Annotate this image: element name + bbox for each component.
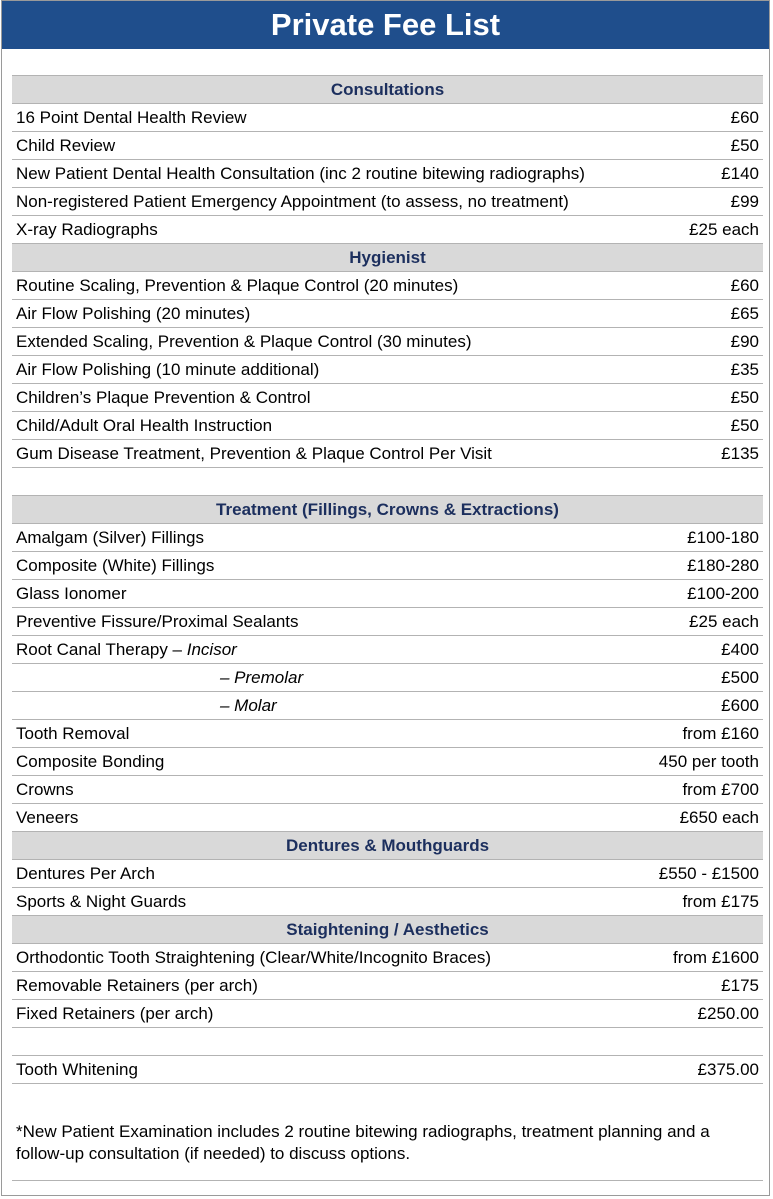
- fee-row-whitening: [12, 1056, 763, 1084]
- service-name: Orthodontic Tooth Straightening (Clear/White/Incognito Braces): [16, 948, 491, 967]
- root-canal-premolar: – Premolar: [220, 668, 304, 687]
- fee-row: [12, 160, 763, 188]
- service-price: £60: [730, 108, 759, 127]
- fee-table: [12, 75, 763, 1084]
- service-name: Tooth Whitening: [16, 1060, 138, 1079]
- fee-row: [12, 972, 763, 1000]
- service-price: from £700: [682, 780, 759, 799]
- service-price: £50: [730, 388, 759, 407]
- service-price: £600: [721, 696, 759, 715]
- service-name: Tooth Removal: [16, 724, 130, 743]
- fee-row: [12, 524, 763, 552]
- fee-row: [12, 104, 763, 132]
- fee-row: [12, 608, 763, 636]
- fee-row: [12, 552, 763, 580]
- service-name: Non-registered Patient Emergency Appointment (to assess, no treatment): [16, 192, 569, 211]
- service-name: Removable Retainers (per arch): [16, 976, 258, 995]
- service-name: New Patient Dental Health Consultation (inc 2 routine bitewing radiographs): [16, 164, 585, 183]
- service-price: £550 - £1500: [658, 864, 759, 883]
- page-title: Private Fee List: [2, 1, 769, 49]
- service-price: £60: [730, 276, 759, 295]
- fee-row: [12, 216, 763, 244]
- service-name: X-ray Radiographs: [16, 220, 158, 239]
- service-name: Gum Disease Treatment, Prevention & Plaque Control Per Visit: [16, 444, 492, 463]
- fee-row-root-canal-incisor: [12, 636, 763, 664]
- section-header-consultations: Consultations: [12, 75, 763, 104]
- service-price: £250.00: [697, 1004, 759, 1023]
- root-canal-molar: – Molar: [220, 696, 277, 715]
- service-name: Child/Adult Oral Health Instruction: [16, 416, 273, 435]
- spacer-row: [12, 468, 763, 496]
- service-price: £375.00: [697, 1060, 759, 1079]
- service-price: £400: [721, 640, 759, 659]
- service-name: Sports & Night Guards: [16, 892, 187, 911]
- service-price: £25 each: [689, 220, 759, 239]
- fee-row: [12, 440, 763, 468]
- fee-row: [12, 412, 763, 440]
- footnote: *New Patient Examination includes 2 routine bitewing radiographs, treatment planning and a follow-up consultation (if needed) to discuss options.: [16, 1122, 710, 1163]
- service-price: £180-280: [687, 556, 759, 575]
- fee-row: [12, 748, 763, 776]
- service-name: Veneers: [16, 808, 79, 827]
- root-canal-incisor: Incisor: [186, 640, 237, 659]
- service-name: Crowns: [16, 780, 74, 799]
- section-header-hygienist: Hygienist: [12, 244, 763, 272]
- section-header-dentures: Dentures & Mouthguards: [12, 832, 763, 860]
- fee-row: [12, 132, 763, 160]
- service-name: Dentures Per Arch: [16, 864, 155, 883]
- spacer-row: [12, 1028, 763, 1056]
- service-price: from £160: [682, 724, 759, 743]
- service-name: Composite Bonding: [16, 752, 165, 771]
- service-price: £50: [730, 416, 759, 435]
- fee-row: [12, 384, 763, 412]
- fee-row: [12, 804, 763, 832]
- service-price: from £1600: [673, 948, 759, 967]
- service-name: Fixed Retainers (per arch): [16, 1004, 214, 1023]
- service-price: £140: [721, 164, 759, 183]
- fee-row: [12, 944, 763, 972]
- fee-list-panel: [1, 0, 770, 1196]
- fee-row: [12, 580, 763, 608]
- fee-row: [12, 720, 763, 748]
- fee-row: [12, 188, 763, 216]
- fee-row: [12, 776, 763, 804]
- divider: [12, 1180, 763, 1181]
- fee-row: [12, 272, 763, 300]
- service-name: Preventive Fissure/Proximal Sealants: [16, 612, 299, 631]
- service-name: Air Flow Polishing (20 minutes): [16, 304, 251, 323]
- fee-row: [12, 1000, 763, 1028]
- service-name: Children’s Plaque Prevention & Control: [16, 388, 311, 407]
- service-price: from £175: [682, 892, 759, 911]
- service-name: Child Review: [16, 136, 116, 155]
- service-name: Composite (White) Fillings: [16, 556, 215, 575]
- fee-row: [12, 888, 763, 916]
- root-canal-label: Root Canal Therapy –: [16, 640, 187, 659]
- service-price: £99: [730, 192, 759, 211]
- service-price: £50: [730, 136, 759, 155]
- service-price: 450 per tooth: [658, 752, 759, 771]
- service-name: Air Flow Polishing (10 minute additional): [16, 360, 320, 379]
- service-name: [16, 636, 237, 663]
- fee-row-root-canal-premolar: [12, 664, 763, 692]
- service-name: Routine Scaling, Prevention & Plaque Control (20 minutes): [16, 276, 459, 295]
- service-name: 16 Point Dental Health Review: [16, 108, 247, 127]
- section-header-treatment: Treatment (Fillings, Crowns & Extractions): [12, 496, 763, 524]
- fee-row: [12, 356, 763, 384]
- service-price: £100-200: [687, 584, 759, 603]
- service-price: £100-180: [687, 528, 759, 547]
- service-price: £35: [730, 360, 759, 379]
- service-name: Extended Scaling, Prevention & Plaque Control (30 minutes): [16, 332, 472, 351]
- fee-row: [12, 300, 763, 328]
- service-name: Glass Ionomer: [16, 584, 127, 603]
- service-price: £65: [730, 304, 759, 323]
- service-price: £500: [721, 668, 759, 687]
- section-header-straightening: Staightening / Aesthetics: [12, 916, 763, 944]
- service-name: Amalgam (Silver) Fillings: [16, 528, 204, 547]
- service-price: £90: [730, 332, 759, 351]
- fee-row-root-canal-molar: [12, 692, 763, 720]
- service-price: £650 each: [679, 808, 759, 827]
- service-price: £25 each: [689, 612, 759, 631]
- service-price: £175: [721, 976, 759, 995]
- service-price: £135: [721, 444, 759, 463]
- fee-row: [12, 860, 763, 888]
- fee-row: [12, 328, 763, 356]
